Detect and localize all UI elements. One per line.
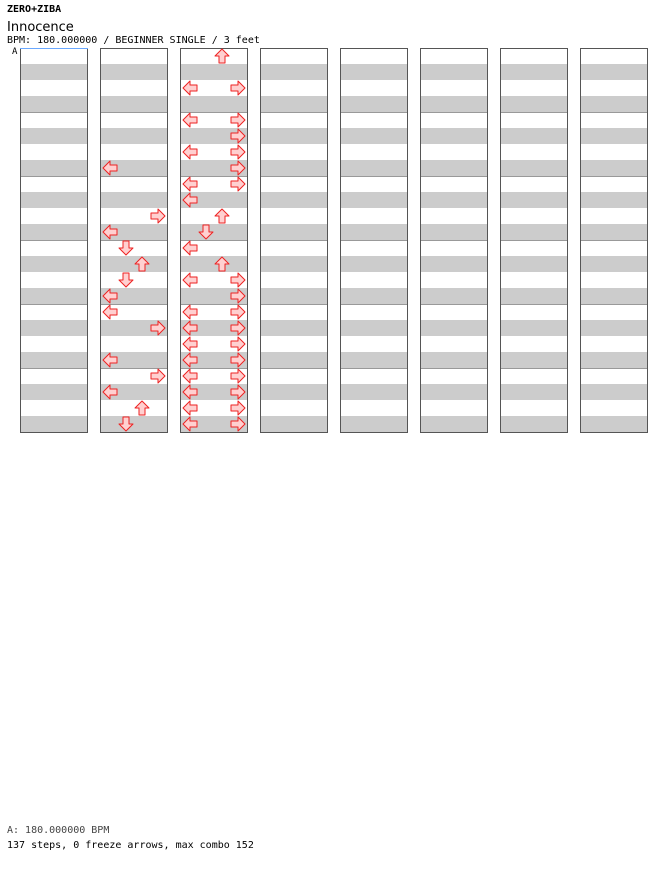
stripe <box>340 64 408 80</box>
stripe <box>180 96 248 112</box>
stripe <box>20 224 88 240</box>
step-arrow-left <box>183 401 197 415</box>
stripe <box>580 288 648 304</box>
stripe <box>260 224 328 240</box>
stripe <box>580 128 648 144</box>
stripe <box>580 384 648 400</box>
stripe <box>420 192 488 208</box>
chart-column <box>20 49 88 433</box>
stripe <box>580 96 648 112</box>
stripe <box>20 384 88 400</box>
stripe <box>100 64 168 80</box>
stripe <box>500 256 568 272</box>
song-artist: ZERO+ZIBA <box>7 4 62 15</box>
stripe <box>340 416 408 432</box>
stripe <box>580 64 648 80</box>
stripe <box>100 128 168 144</box>
stripe <box>180 64 248 80</box>
stripe <box>340 128 408 144</box>
stripe <box>580 416 648 432</box>
step-arrow-right <box>231 305 245 319</box>
stripe <box>20 64 88 80</box>
stripe <box>260 192 328 208</box>
stripe <box>420 160 488 176</box>
step-arrow-left <box>183 145 197 159</box>
step-arrow-left <box>183 241 197 255</box>
stripe <box>420 384 488 400</box>
stripe <box>20 320 88 336</box>
stripe <box>340 96 408 112</box>
song-title: Innocence <box>7 20 74 35</box>
stripe <box>340 384 408 400</box>
step-arrow-up <box>215 209 229 223</box>
stripe <box>260 96 328 112</box>
stripe <box>420 64 488 80</box>
stripe <box>580 224 648 240</box>
stripe <box>580 160 648 176</box>
stripe <box>580 320 648 336</box>
chart-info: BPM: 180.000000 / BEGINNER SINGLE / 3 feet <box>7 35 260 46</box>
step-arrow-left <box>183 81 197 95</box>
step-arrow-right <box>231 145 245 159</box>
chart-column <box>500 49 568 433</box>
stripe <box>420 128 488 144</box>
bpm-marker-label: A <box>12 47 18 57</box>
stripe <box>100 416 168 432</box>
stripe <box>260 288 328 304</box>
step-arrow-left <box>183 177 197 191</box>
stripe <box>20 416 88 432</box>
step-arrow-down <box>119 241 133 255</box>
stripe <box>340 320 408 336</box>
stripe <box>100 256 168 272</box>
step-arrow-right <box>231 273 245 287</box>
step-arrow-right <box>231 177 245 191</box>
stripe <box>500 224 568 240</box>
stripe <box>500 352 568 368</box>
stripe <box>420 288 488 304</box>
stripe <box>500 96 568 112</box>
stripe <box>20 352 88 368</box>
stripe <box>100 96 168 112</box>
stripe <box>20 128 88 144</box>
stripe <box>340 224 408 240</box>
stripe <box>580 352 648 368</box>
stripe <box>420 416 488 432</box>
stripe <box>180 224 248 240</box>
step-arrow-up <box>135 401 149 415</box>
stripe <box>260 64 328 80</box>
stripe <box>500 192 568 208</box>
step-arrow-left <box>183 369 197 383</box>
stripe <box>260 128 328 144</box>
stripe <box>260 256 328 272</box>
step-arrow-right <box>151 209 165 223</box>
stripe <box>340 288 408 304</box>
step-arrow-left <box>103 305 117 319</box>
stripe <box>20 96 88 112</box>
stripe <box>340 192 408 208</box>
stripe <box>20 256 88 272</box>
stripe <box>340 352 408 368</box>
step-arrow-down <box>119 273 133 287</box>
chart-column <box>340 49 408 433</box>
stripe <box>260 384 328 400</box>
chart-column <box>420 49 488 433</box>
stripe <box>20 192 88 208</box>
step-arrow-up <box>215 49 229 63</box>
stripe <box>260 160 328 176</box>
step-arrow-right <box>231 401 245 415</box>
chart-column <box>260 49 328 433</box>
stripe <box>260 320 328 336</box>
stripe <box>500 384 568 400</box>
step-arrow-left <box>183 113 197 127</box>
stripe <box>580 256 648 272</box>
stripe <box>500 128 568 144</box>
stripe <box>420 224 488 240</box>
stripe <box>260 416 328 432</box>
bpm-change-line <box>20 48 88 49</box>
step-arrow-left <box>183 305 197 319</box>
step-arrow-right <box>231 369 245 383</box>
step-arrow-right <box>231 113 245 127</box>
step-arrow-left <box>183 273 197 287</box>
stripe <box>500 416 568 432</box>
stripe <box>500 160 568 176</box>
stripe <box>100 192 168 208</box>
stripe <box>580 192 648 208</box>
step-stats: 137 steps, 0 freeze arrows, max combo 152 <box>7 840 254 851</box>
step-arrow-left <box>183 337 197 351</box>
stripe <box>420 96 488 112</box>
bpm-legend: A: 180.000000 BPM <box>7 825 110 836</box>
stripe <box>260 352 328 368</box>
stripe <box>500 64 568 80</box>
stripe <box>420 256 488 272</box>
stripe <box>20 160 88 176</box>
stripe <box>340 160 408 176</box>
step-arrow-right <box>231 337 245 351</box>
stripe <box>500 320 568 336</box>
stripe <box>180 256 248 272</box>
stripe <box>420 352 488 368</box>
step-arrow-right <box>151 369 165 383</box>
step-arrow-right <box>231 81 245 95</box>
stripe <box>20 288 88 304</box>
chart-column <box>580 49 648 433</box>
stripe <box>420 320 488 336</box>
stripe <box>500 288 568 304</box>
stripe <box>340 256 408 272</box>
